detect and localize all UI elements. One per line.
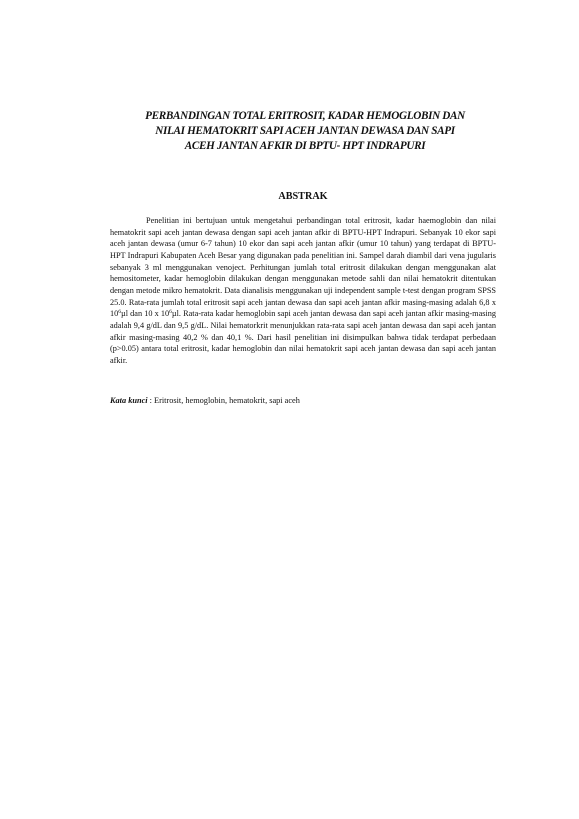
title-line-1: PERBANDINGAN TOTAL ERITROSIT, KADAR HEMOGLOBIN DAN	[145, 110, 465, 122]
abstract-heading: ABSTRAK	[278, 191, 328, 202]
abstract-text-part-2: µl dan 10 x 10	[121, 309, 170, 319]
superscript-exponent-2: 6	[169, 309, 172, 316]
abstract-text-part-3: µl. Rata-rata kadar hemoglobin sapi aceh jantan dewasa dan sapi aceh jantan afkir masing-masing adalah 9,4 g/dL dan 9,5 g/dL. Nilai hematorkrit menunjukkan rata-rata sapi aceh jantan dewasa dan sapi aceh jantan afkir masing-masing 40,2 % dan 40,1 %. Dari hasil penelitian ini disimpulkan bahwa tidak terdapat perbedaan (p>0.05) antara total eritrosit, kadar hemoglobin dan nilai hematokrit sapi aceh jantan dewasa dan sapi aceh jantan afkir.	[110, 309, 496, 365]
title-line-2: NILAI HEMATOKRIT SAPI ACEH JANTAN DEWASA DAN SAPI	[155, 125, 455, 137]
keywords-label: Kata kunci	[110, 396, 148, 405]
title-line-3: ACEH JANTAN AFKIR DI BPTU- HPT INDRAPURI	[184, 140, 426, 152]
keywords-text: : Eritrosit, hemoglobin, hematokrit, sapi aceh	[147, 396, 300, 405]
keywords-line	[110, 395, 496, 407]
superscript-exponent-1: 6	[118, 309, 121, 316]
abstract-body	[110, 215, 496, 367]
paper-title	[112, 109, 498, 154]
abstract-text-part-1: Penelitian ini bertujuan untuk mengetahui perbandingan total eritrosit, kadar haemoglobin dan nilai hematokrit sapi aceh jantan dewasa dengan sapi aceh jantan afkir di BPTU-HPT Indrapuri. Sebanyak 10 ekor sapi aceh jantan dewasa (umur 6-7 tahun) 10 ekor dan sapi aceh jantan afkir (umur 10 tahun) yang terdapat di BPTU-HPT Indrapuri Kabupaten Aceh Besar yang digunakan pada penelitian ini. Sampel darah diambil dari vena jugularis sebanyak 3 ml menggunakan venoject. Perhitungan jumlah total eritrosit dilakukan dengan menggunakan alat hemositometer, kadar hemoglobin dilakukan dengan menggunakan metode sahli dan nilai hematokrit ditentukan dengan metode mikro hematokrit. Data dianalisis menggunakan uji independent sample t-test dengan program SPSS 25.0. Rata-rata jumlah total eritrosit sapi aceh jantan dewasa dan sapi aceh jantan afkir masing-masing adalah 6,8 x 10	[110, 216, 496, 319]
